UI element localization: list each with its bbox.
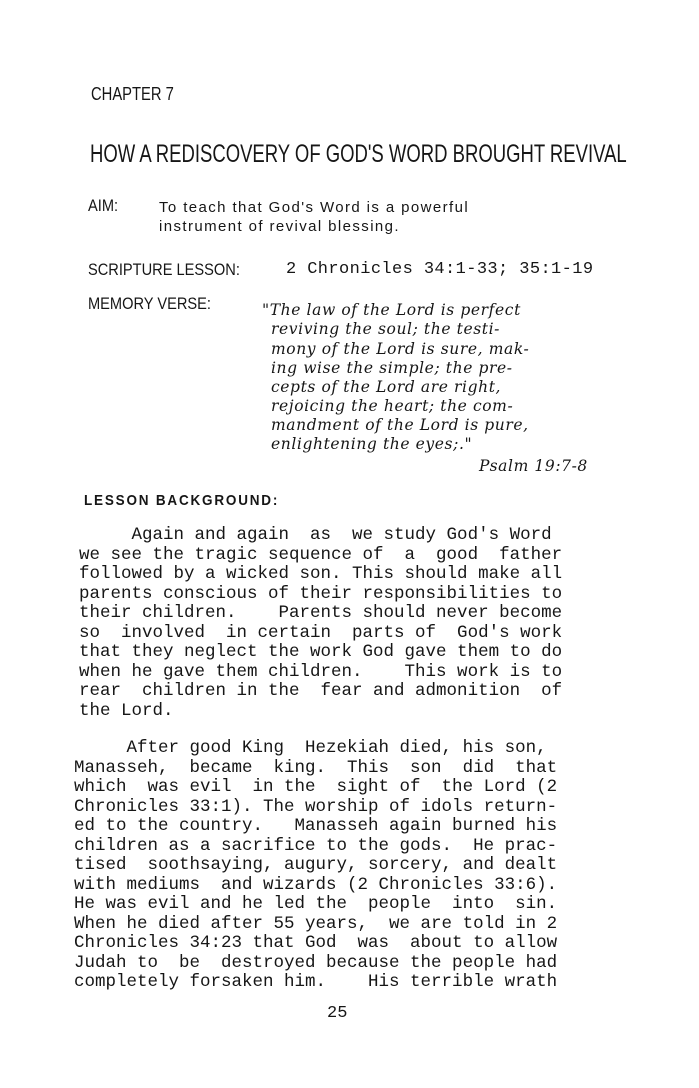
paragraph-2 [74,739,557,993]
paragraph-line: which was evil in the sight of the Lord (2 [74,777,558,797]
paragraph-line: when he gave them children. This work is to [79,661,563,682]
paragraph-line: ed to the country. Manasseh again burned his [74,816,558,836]
paragraph-line: their children. Parents should never become [79,603,563,623]
paragraph-line: so involved in certain parts of God's work [79,622,563,643]
paragraph-line: After good King Hezekiah died, his son, [74,738,547,758]
memory-verse-line-8: enlightening the eyes;." [271,435,473,453]
paragraph-line: Judah to be destroyed because the people had [74,952,558,973]
paragraph-line: He was evil and he led the people into sin. [74,894,558,914]
memory-verse-line-5: cepts of the Lord are right, [271,378,502,396]
memory-verse-line-3: mony of the Lord is sure, mak- [271,340,530,358]
paragraph-line: rear children in the fear and admonition of [79,681,563,701]
paragraph-line: Chronicles 33:1). The worship of idols return- [74,796,558,817]
aim-line-1: To teach that God's Word is a powerful [159,199,470,216]
section-heading: LESSON BACKGROUND: [84,492,280,509]
memory-verse-line-1: "The law of the Lord is perfect [262,301,521,319]
scripture-label: SCRIPTURE LESSON: [88,260,240,279]
paragraph-line: parents conscious of their responsibilities to [79,583,563,604]
paragraph-line: we see the tragic sequence of a good father [79,544,563,565]
aim-label: AIM: [88,196,119,215]
paragraph-line: tised soothsaying, augury, sorcery, and dealt [74,855,558,875]
scripture-reference: 2 Chronicles 34:1-33; 35:1-19 [286,260,594,279]
paragraph-line: with mediums and wizards (2 Chronicles 33:6). [74,874,558,895]
paragraph-line: the Lord. [79,700,174,721]
memory-verse-line-2: reviving the soul; the testi- [271,320,501,338]
paragraph-line: that they neglect the work God gave them to do [79,642,563,662]
paragraph-1 [79,526,562,721]
paragraph-line: Chronicles 34:23 that God was about to allow [74,933,558,953]
paragraph-line: children as a sacrifice to the gods. He prac- [74,835,558,856]
memory-verse-line-7: mandment of the Lord is pure, [271,416,529,434]
memory-verse-line-6: rejoicing the heart; the com- [271,397,514,415]
paragraph-line: Again and again as we study God's Word [79,525,552,545]
memory-verse-label: MEMORY VERSE: [88,294,211,313]
paragraph-line: completely forsaken him. His terrible wrath [74,972,558,992]
aim-line-2: instrument of revival blessing. [159,218,400,235]
paragraph-line: When he died after 55 years, we are told in 2 [74,913,558,934]
paragraph-line: Manasseh, became king. This son did that [74,757,558,778]
chapter-title: HOW A REDISCOVERY OF GOD'S WORD BROUGHT REVIVAL [90,140,627,168]
memory-verse-reference: Psalm 19:7-8 [479,457,588,475]
paragraph-line: followed by a wicked son. This should make all [79,564,563,584]
chapter-label: CHAPTER 7 [91,84,174,104]
page-number: 25 [327,1004,348,1023]
memory-verse-line-4: ing wise the simple; the pre- [271,359,513,377]
